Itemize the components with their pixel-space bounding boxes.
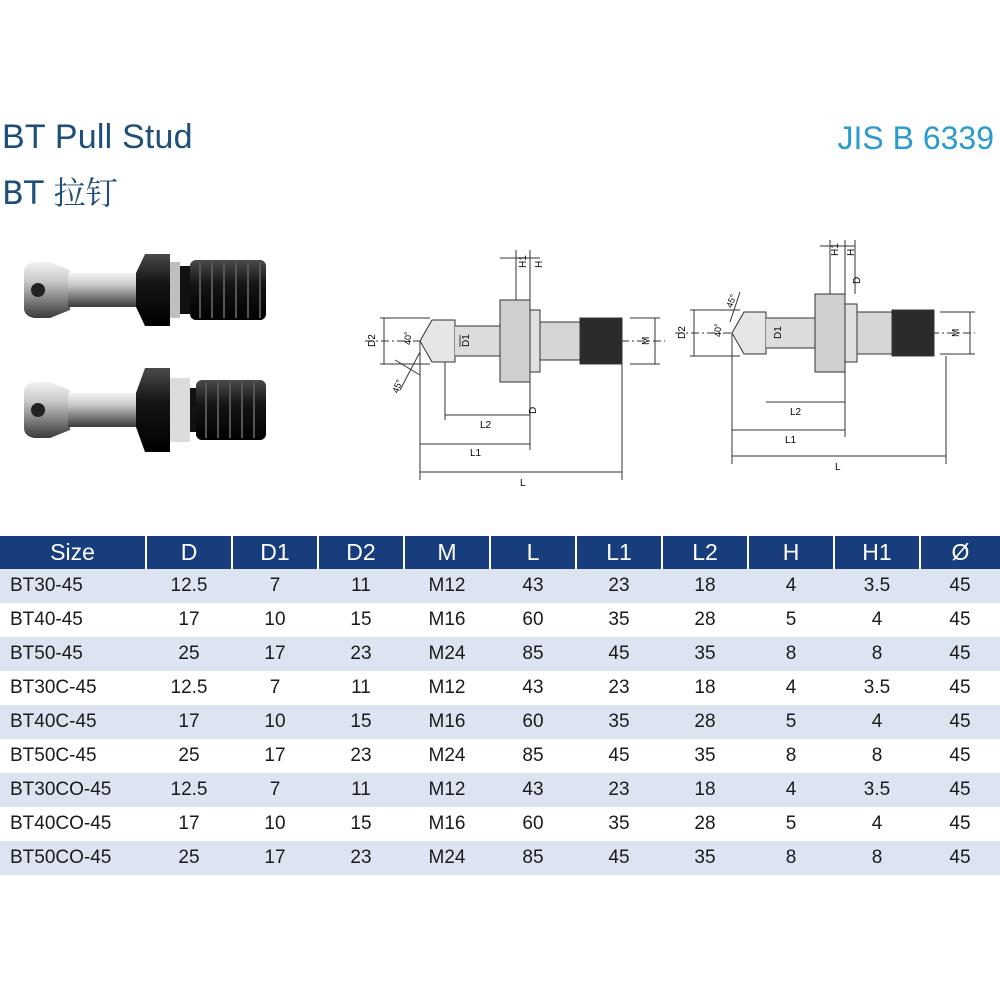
table-cell: 4 [834,705,920,739]
col-header-l1: L1 [576,536,662,569]
col-header-l2: L2 [662,536,748,569]
table-cell: BT30CO-45 [0,773,146,807]
table-cell: 12.5 [146,773,232,807]
table-cell: 10 [232,807,318,841]
table-cell: 28 [662,807,748,841]
table-cell: 8 [748,841,834,875]
table-cell: 3.5 [834,569,920,603]
table-cell: 12.5 [146,671,232,705]
table-cell: 3.5 [834,671,920,705]
table-cell: M24 [404,739,490,773]
table-cell: 7 [232,569,318,603]
table-cell: 45 [920,739,1000,773]
table-cell: 25 [146,841,232,875]
label-d2: D2 [677,326,688,339]
col-header-m: M [404,536,490,569]
table-cell: 11 [318,773,404,807]
table-row [0,705,1000,739]
label-angle-40: 40° [403,331,413,345]
table-cell: 23 [318,841,404,875]
table-cell: 28 [662,603,748,637]
table-row [0,773,1000,807]
label-l1: L1 [785,435,797,446]
label-l2: L2 [480,420,492,431]
table-cell: 10 [232,603,318,637]
table-cell: 23 [318,637,404,671]
table-cell: 5 [748,705,834,739]
table-cell: 43 [490,773,576,807]
col-header-d: D [146,536,232,569]
table-cell: 45 [920,637,1000,671]
label-h1: H1 [830,243,841,256]
standard-label: JIS B 6339 [837,120,994,156]
label-l: L [835,462,841,473]
label-h1: H1 [518,255,529,268]
page-title: BT Pull Stud [2,118,193,156]
technical-drawing-1 [360,240,670,490]
page-title-chinese: BT 拉钉 [2,174,118,212]
table-row [0,671,1000,705]
table-cell: 8 [834,841,920,875]
table-row [0,569,1000,603]
spec-table [0,536,1000,875]
label-d1: D1 [461,334,472,347]
label-angle-45: 45° [390,378,405,395]
label-m: M [641,336,652,345]
table-cell: 15 [318,807,404,841]
table-cell: 5 [748,603,834,637]
table-cell: 45 [920,773,1000,807]
table-cell: 60 [490,705,576,739]
label-l: L [520,478,526,489]
table-cell: 5 [748,807,834,841]
table-cell: 12.5 [146,569,232,603]
label-d: D [852,276,863,284]
table-cell: 8 [748,637,834,671]
col-header-l: L [490,536,576,569]
table-cell: 3.5 [834,773,920,807]
table-cell: 15 [318,705,404,739]
table-cell: 35 [662,739,748,773]
label-d: D [528,406,539,414]
table-cell: 35 [662,637,748,671]
table-cell: 35 [662,841,748,875]
table-cell: 23 [576,773,662,807]
table-cell: BT40-45 [0,603,146,637]
table-row [0,841,1000,875]
table-cell: 35 [576,807,662,841]
table-cell: 17 [146,603,232,637]
table-cell: 45 [920,603,1000,637]
table-cell: 10 [232,705,318,739]
table-cell: 45 [576,841,662,875]
col-header-size: Size [0,536,146,569]
table-cell: 35 [576,705,662,739]
table-cell: 23 [576,569,662,603]
table-cell: M24 [404,637,490,671]
table-cell: 18 [662,773,748,807]
table-cell: 17 [146,807,232,841]
label-d1: D1 [773,326,784,339]
pull-stud-photo-2 [20,360,270,460]
table-cell: 23 [318,739,404,773]
technical-drawing-2 [670,232,980,477]
col-header-h: H [748,536,834,569]
table-cell: 60 [490,807,576,841]
label-l2: L2 [790,407,802,418]
table-cell: M12 [404,569,490,603]
table-cell: 17 [146,705,232,739]
table-cell: 45 [920,671,1000,705]
table-row [0,739,1000,773]
table-cell: M12 [404,671,490,705]
table-cell: 4 [748,671,834,705]
table-cell: M16 [404,603,490,637]
table-cell: BT30C-45 [0,671,146,705]
table-cell: BT50-45 [0,637,146,671]
table-cell: 11 [318,671,404,705]
col-header-d1: D1 [232,536,318,569]
table-cell: 85 [490,739,576,773]
table-cell: BT30-45 [0,569,146,603]
table-cell: 4 [834,807,920,841]
table-cell: 8 [834,637,920,671]
table-cell: BT50CO-45 [0,841,146,875]
label-h: H [846,248,857,256]
table-row [0,807,1000,841]
table-cell: 45 [576,739,662,773]
table-cell: 85 [490,637,576,671]
table-cell: 85 [490,841,576,875]
table-cell: 35 [576,603,662,637]
table-cell: 7 [232,671,318,705]
table-cell: 43 [490,569,576,603]
table-cell: 25 [146,739,232,773]
table-cell: 18 [662,569,748,603]
table-cell: M16 [404,705,490,739]
table-cell: 43 [490,671,576,705]
table-cell: 17 [232,739,318,773]
table-cell: 28 [662,705,748,739]
table-cell: M24 [404,841,490,875]
label-angle-45: 45° [724,292,739,310]
table-cell: 15 [318,603,404,637]
table-cell: 60 [490,603,576,637]
label-angle-40: 40° [713,323,723,337]
table-cell: M12 [404,773,490,807]
table-cell: 45 [920,807,1000,841]
label-h: H [534,260,545,268]
table-cell: BT50C-45 [0,739,146,773]
table-cell: 45 [920,705,1000,739]
table-row [0,603,1000,637]
table-cell: 7 [232,773,318,807]
table-cell: 4 [748,773,834,807]
table-cell: 8 [834,739,920,773]
table-cell: 25 [146,637,232,671]
table-cell: 4 [748,569,834,603]
table-cell: 11 [318,569,404,603]
table-cell: 23 [576,671,662,705]
table-cell: 45 [920,569,1000,603]
col-header-diameter: Ø [920,536,1000,569]
pull-stud-photo-1 [20,240,270,340]
table-cell: 45 [920,841,1000,875]
table-cell: 4 [834,603,920,637]
table-cell: 18 [662,671,748,705]
table-row [0,637,1000,671]
table-cell: 8 [748,739,834,773]
table-cell: BT40C-45 [0,705,146,739]
label-d2: D2 [367,334,378,347]
label-m: M [951,328,962,337]
table-cell: BT40CO-45 [0,807,146,841]
col-header-d2: D2 [318,536,404,569]
table-cell: M16 [404,807,490,841]
col-header-h1: H1 [834,536,920,569]
label-l1: L1 [470,448,482,459]
table-cell: 17 [232,637,318,671]
table-header-row [0,536,1000,569]
table-cell: 45 [576,637,662,671]
table-cell: 17 [232,841,318,875]
